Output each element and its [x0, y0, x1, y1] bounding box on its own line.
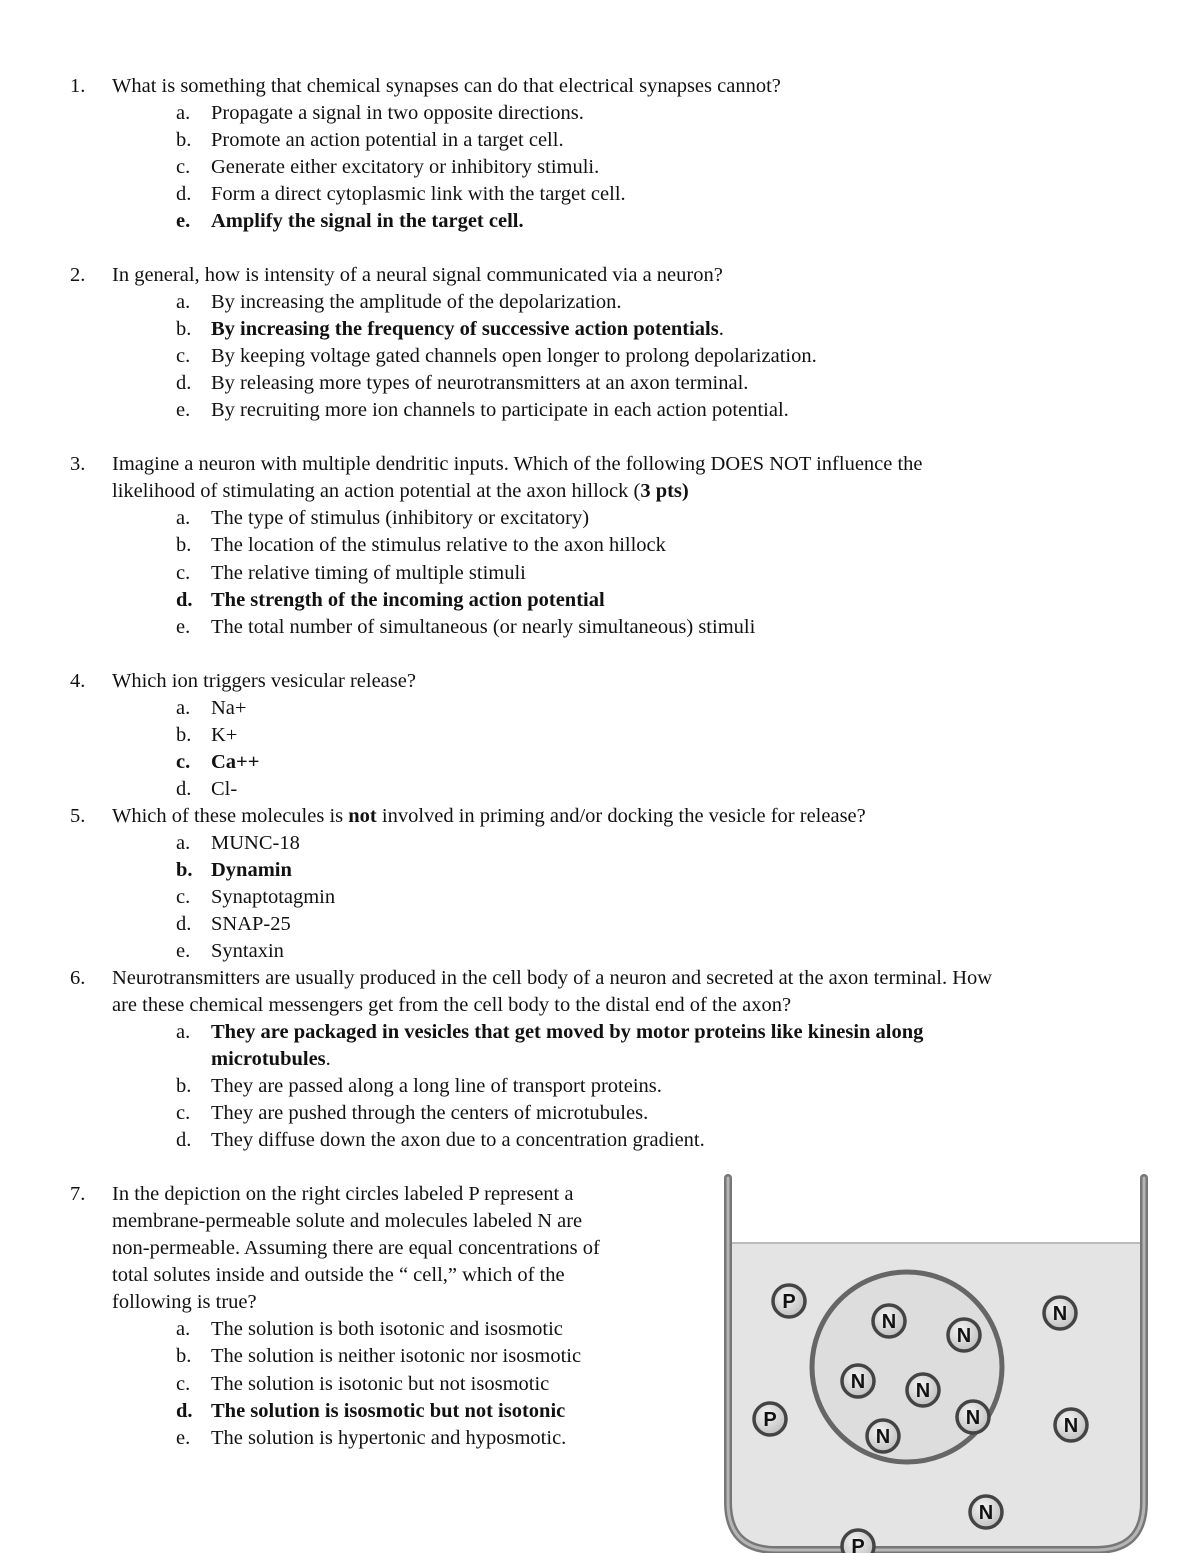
molecule-n-inside [842, 1365, 874, 1397]
molecule-label: P [782, 1291, 796, 1313]
molecule-label: N [956, 1325, 972, 1347]
correct-choice-text: Dynamin [211, 859, 292, 881]
choice-period: . [718, 318, 724, 340]
choice-letter: c. [176, 886, 191, 908]
correct-choice-letter: e. [176, 210, 191, 232]
question-stem: In general, how is intensity of a neural signal communicated via a neuron? [112, 264, 723, 286]
choice-letter: c. [176, 1373, 191, 1395]
choice-letter: a. [176, 1318, 191, 1340]
correct-choice-line [211, 316, 724, 343]
choice-text: The relative timing of multiple stimuli [211, 562, 526, 584]
choice-letter: a. [176, 291, 191, 313]
molecule-p-outside [842, 1530, 874, 1553]
choice-letter: b. [176, 534, 192, 556]
question-stem: Which ion triggers vesicular release? [112, 670, 416, 692]
question-number: 2. [70, 264, 86, 286]
question-stem: membrane-permeable solute and molecules labeled N are [112, 1210, 583, 1232]
correct-choice-text: The solution is isosmotic but not isotonic [211, 1400, 566, 1422]
choice-text: By keeping voltage gated channels open longer to prolong depolarization. [211, 345, 817, 367]
choice-letter: a. [176, 832, 191, 854]
correct-choice-letter: d. [176, 589, 193, 611]
question-stem: non-permeable. Assuming there are equal concentrations of [112, 1237, 600, 1259]
choice-letter: e. [176, 399, 191, 421]
molecule-label: N [1052, 1303, 1068, 1325]
choice-text: Synaptotagmin [211, 886, 336, 908]
choice-text: The type of stimulus (inhibitory or excitatory) [211, 507, 590, 529]
question-stem: Imagine a neuron with multiple dendritic inputs. Which of the following DOES NOT influence the [112, 453, 923, 475]
choice-letter: a. [176, 697, 191, 719]
choice-letter: e. [176, 616, 191, 638]
question-stem: involved in priming and/or docking the vesicle for release? [376, 805, 866, 827]
molecule-n-inside [867, 1420, 899, 1452]
correct-choice-text: They are packaged in vesicles that get moved by motor proteins like kinesin along [211, 1021, 924, 1043]
correct-choice-text: microtubules [211, 1048, 326, 1070]
emphasis-word: not [348, 805, 377, 827]
correct-choice-text: By increasing the frequency of successive action potentials [211, 318, 719, 340]
question-stem: likelihood of stimulating an action potential at the axon hillock ( [112, 480, 641, 502]
choice-text: By recruiting more ion channels to participate in each action potential. [211, 399, 789, 421]
choice-text: Na+ [211, 697, 247, 719]
choice-text: SNAP-25 [211, 913, 291, 935]
question-stem: In the depiction on the right circles labeled P represent a [112, 1183, 574, 1205]
question-number: 6. [70, 967, 86, 989]
choice-text: They are pushed through the centers of microtubules. [211, 1102, 649, 1124]
choice-letter: e. [176, 1427, 191, 1449]
choice-letter: d. [176, 778, 192, 800]
choice-text: The solution is hypertonic and hyposmotic. [211, 1427, 567, 1449]
correct-choice-letter: c. [176, 751, 191, 773]
choice-letter: b. [176, 724, 192, 746]
choice-text: By increasing the amplitude of the depolarization. [211, 291, 622, 313]
question-number: 7. [70, 1183, 86, 1205]
choice-text: Propagate a signal in two opposite directions. [211, 102, 584, 124]
question-number: 1. [70, 75, 86, 97]
choice-letter: b. [176, 129, 192, 151]
molecule-n-inside [948, 1319, 980, 1351]
choice-letter: c. [176, 562, 191, 584]
choice-letter: a. [176, 507, 191, 529]
choice-text: Generate either excitatory or inhibitory stimuli. [211, 156, 600, 178]
choice-text: The solution is isotonic but not isosmotic [211, 1373, 550, 1395]
question-number: 3. [70, 453, 86, 475]
molecule-label: P [763, 1409, 777, 1431]
molecule-label: N [965, 1407, 981, 1429]
question-stem-line [112, 803, 866, 830]
question-number: 4. [70, 670, 86, 692]
choice-letter: d. [176, 1129, 192, 1151]
choice-letter: b. [176, 1075, 192, 1097]
choice-text: The total number of simultaneous (or nearly simultaneous) stimuli [211, 616, 756, 638]
molecule-n-inside [873, 1305, 905, 1337]
question-number: 5. [70, 805, 86, 827]
choice-text: The location of the stimulus relative to the axon hillock [211, 534, 666, 556]
molecule-label: N [881, 1311, 897, 1333]
choice-letter: a. [176, 1021, 191, 1043]
molecule-n-outside [1044, 1297, 1076, 1329]
molecule-p-outside [773, 1285, 805, 1317]
choice-letter: d. [176, 372, 192, 394]
question-stem-line-2 [112, 478, 689, 505]
points-label: 3 pts) [640, 480, 689, 502]
question-stem: are these chemical messengers get from the cell body to the distal end of the axon? [112, 994, 792, 1016]
correct-choice-continuation [211, 1046, 331, 1073]
choice-text: MUNC-18 [211, 832, 300, 854]
question-stem: Neurotransmitters are usually produced in the cell body of a neuron and secreted at the axon terminal. How [112, 967, 993, 989]
choice-letter: c. [176, 156, 191, 178]
question-stem: Which of these molecules is [112, 805, 349, 827]
choice-letter: e. [176, 940, 191, 962]
correct-choice-text: Amplify the signal in the target cell. [211, 210, 524, 232]
choice-letter: d. [176, 913, 192, 935]
molecule-label: N [978, 1502, 994, 1524]
correct-choice-letter: b. [176, 859, 193, 881]
choice-text: K+ [211, 724, 238, 746]
correct-choice-text: The strength of the incoming action potential [211, 589, 605, 611]
choice-letter: b. [176, 1345, 192, 1367]
molecule-label: P [851, 1536, 865, 1553]
correct-choice-text: Ca++ [211, 751, 260, 773]
molecule-n-inside [1055, 1409, 1087, 1441]
molecule-label: N [875, 1426, 891, 1448]
choice-text: Form a direct cytoplasmic link with the target cell. [211, 183, 626, 205]
question-stem: following is true? [112, 1291, 257, 1313]
choice-letter: b. [176, 318, 192, 340]
question-stem: What is something that chemical synapses can do that electrical synapses cannot? [112, 75, 781, 97]
correct-choice-letter: d. [176, 1400, 193, 1422]
molecule-p-outside [754, 1403, 786, 1435]
choice-text: Promote an action potential in a target cell. [211, 129, 564, 151]
choice-period: . [325, 1048, 331, 1070]
molecule-label: N [850, 1371, 866, 1393]
choice-text: They diffuse down the axon due to a concentration gradient. [211, 1129, 705, 1151]
choice-text: The solution is neither isotonic nor isosmotic [211, 1345, 582, 1367]
choice-text: By releasing more types of neurotransmitters at an axon terminal. [211, 372, 749, 394]
choice-letter: a. [176, 102, 191, 124]
molecule-n-outside [957, 1401, 989, 1433]
osmosis-beaker-diagram [716, 1172, 1156, 1553]
choice-letter: c. [176, 345, 191, 367]
molecule-n-outside [970, 1496, 1002, 1528]
molecule-label: N [1063, 1415, 1079, 1437]
choice-letter: d. [176, 183, 192, 205]
question-stem: total solutes inside and outside the “ cell,” which of the [112, 1264, 565, 1286]
choice-text: They are passed along a long line of transport proteins. [211, 1075, 662, 1097]
molecule-label: N [915, 1380, 931, 1402]
choice-text: The solution is both isotonic and isosmotic [211, 1318, 563, 1340]
choice-text: Cl- [211, 778, 238, 800]
choice-text: Syntaxin [211, 940, 284, 962]
molecule-n-inside [907, 1374, 939, 1406]
choice-letter: c. [176, 1102, 191, 1124]
